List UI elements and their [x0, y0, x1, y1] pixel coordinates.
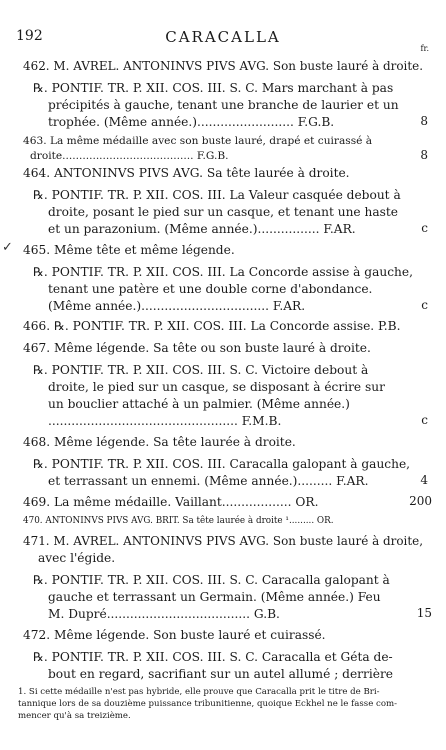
text-line: bout en regard, sacrifiant sur un autel allumé ; derrière	[48, 667, 393, 681]
text-line: 471. M. AVREL. ANTONINVS PIVS AVG. Son buste lauré à droite,	[23, 534, 424, 548]
page-number: 192	[16, 28, 43, 44]
text-line: M. Dupré..................................... G.B.	[48, 607, 280, 621]
footnote-line-1: 1. Si cette médaille n'est pas hybride, elle prouve que Caracalla prit le titre de Bri-	[18, 687, 380, 697]
column-heading-fr: fr.	[420, 44, 429, 53]
text-line: tenant une patère et une double corne d'abondance.	[48, 282, 373, 296]
text-line: 468. Même légende. Sa tête laurée à droite.	[23, 435, 296, 449]
text-line: 470. ANTONINVS PIVS AVG. BRIT. Sa tête laurée à droite ¹......... OR.	[23, 516, 334, 526]
text-line: 465. Même tête et même légende.	[23, 243, 235, 257]
text-line: et un parazonium. (Même année.)................ F.AR.	[48, 222, 356, 236]
text-line: 466. ℞. PONTIF. TR. P. XII. COS. III. La Concorde assise. P.B.	[23, 319, 401, 333]
text-line: 464. ANTONINVS PIVS AVG. Sa tête laurée à droite.	[23, 166, 350, 180]
value-cell: 15	[416, 606, 432, 620]
value-cell: c	[421, 413, 428, 427]
text-line: (Même année.)................................. F.AR.	[48, 299, 306, 313]
text-line: droite....................................... F.G.B.	[30, 150, 229, 162]
text-line: ℞. PONTIF. TR. P. XII. COS. III. S. C. Victoire debout à	[33, 363, 369, 377]
text-line: avec l'égide.	[38, 551, 116, 565]
text-line: ℞. PONTIF. TR. P. XII. COS. III. Caracalla galopant à gauche,	[33, 457, 411, 471]
text-line: 467. Même légende. Sa tête ou son buste lauré à droite.	[23, 341, 371, 355]
text-line: ℞. PONTIF. TR. P. XII. COS. III. S. C. Mars marchant à pas	[33, 81, 394, 95]
text-line: gauche et terrassant un Germain. (Même année.) Feu	[48, 590, 381, 604]
value-cell: c	[421, 298, 428, 312]
text-line: ℞. PONTIF. TR. P. XII. COS. III. La Valeur casquée debout à	[33, 188, 401, 202]
value-cell: c	[421, 221, 428, 235]
footnote-line-3: mencer qu'à sa treizième.	[18, 711, 131, 721]
value-cell: 4	[420, 473, 428, 487]
value-cell: 8	[420, 148, 428, 162]
text-line: droite, posant le pied sur un casque, et tenant une haste	[48, 205, 399, 219]
text-line: un bouclier attaché à un palmier. (Même année.)	[48, 397, 350, 411]
footnote-line-2: tannique lors de sa douzième puissance tribunitienne, quoique Eckhel ne le fasse com-	[18, 699, 398, 709]
value-cell: 200	[409, 494, 432, 508]
text-line: 472. Même légende. Son buste lauré et cuirassé.	[23, 628, 326, 642]
text-line: droite, le pied sur un casque, se disposant à écrire sur	[48, 380, 385, 394]
value-cell: 8	[420, 114, 428, 128]
text-line: 463. La même médaille avec son buste lauré, drapé et cuirassé à	[23, 135, 373, 147]
text-line: précipités à gauche, tenant une branche de laurier et un	[48, 98, 399, 112]
text-line: ................................................. F.M.B.	[48, 414, 282, 428]
text-line: trophée. (Même année.)......................... F.G.B.	[48, 115, 335, 129]
text-line: ℞. PONTIF. TR. P. XII. COS. III. S. C. Caracalla galopant à	[33, 573, 390, 587]
running-header	[0, 28, 446, 48]
page-title: CARACALLA	[165, 28, 281, 46]
text-line: 469. La même médaille. Vaillant.................. OR.	[23, 495, 319, 509]
text-line: ℞. PONTIF. TR. P. XII. COS. III. La Concorde assise à gauche,	[33, 265, 413, 279]
text-line: ℞. PONTIF. TR. P. XII. COS. III. S. C. Caracalla et Géta de-	[33, 650, 393, 664]
text-line: et terrassant un ennemi. (Même année.)......... F.AR.	[48, 474, 369, 488]
text-line: 462. M. AVREL. ANTONINVS PIVS AVG. Son buste lauré à droite.	[23, 59, 424, 73]
pencil-check-mark: ✓	[2, 240, 13, 255]
